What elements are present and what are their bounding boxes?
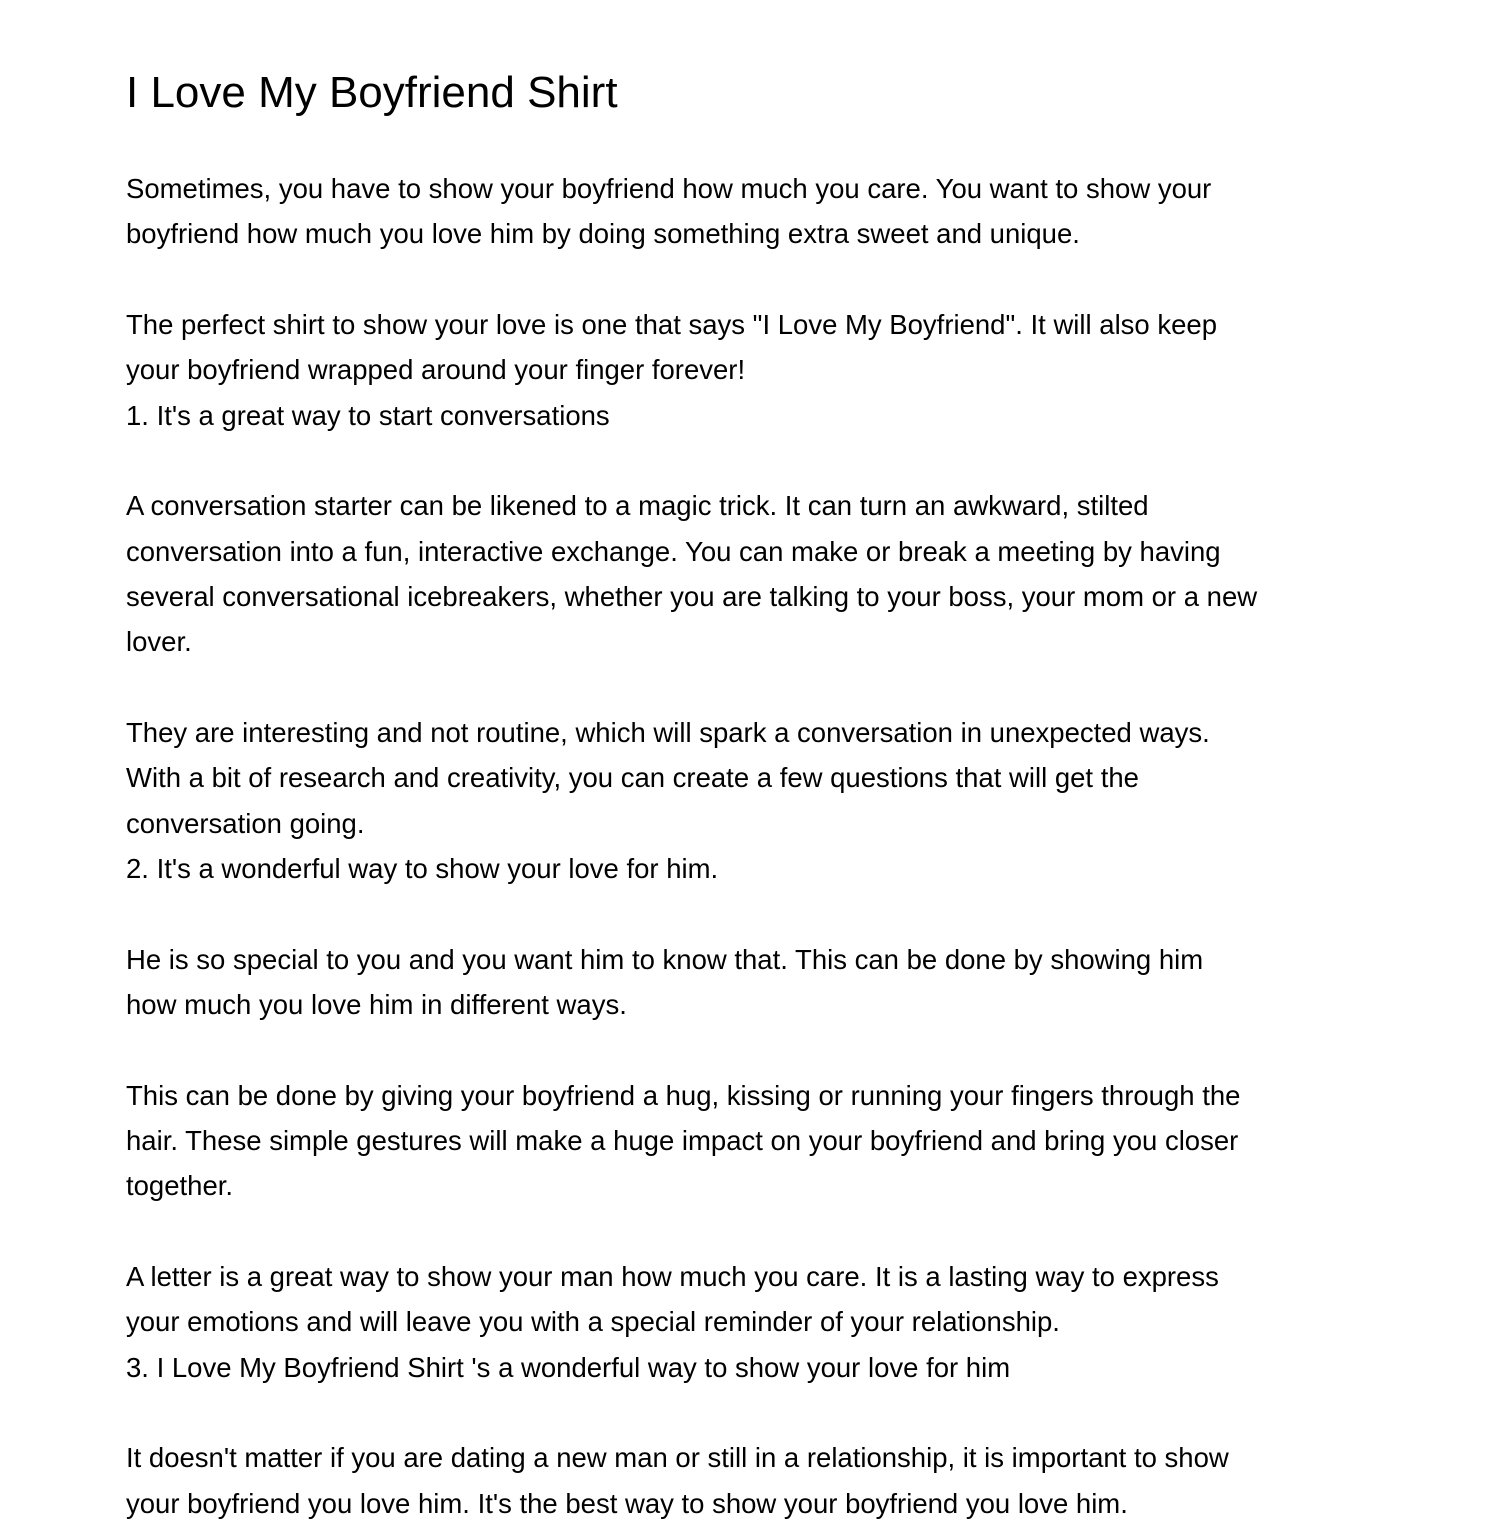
text-line: It doesn't matter if you are dating a new man or still in a relationship, it is important to show (126, 1442, 1229, 1474)
text-line: A letter is a great way to show your man how much you care. It is a lasting way to express (126, 1260, 1219, 1292)
blank-line (126, 1390, 1257, 1435)
text-line: They are interesting and not routine, which will spark a conversation in unexpected ways. (126, 716, 1210, 748)
text-line: conversation going. (126, 807, 365, 839)
blank-line (126, 891, 1257, 936)
text-line: 2. It's a wonderful way to show your love for him. (126, 852, 719, 884)
text-line: together. (126, 1170, 234, 1202)
blank-line (126, 1027, 1257, 1072)
document-body (126, 166, 1257, 1526)
text-line: several conversational icebreakers, whether you are talking to your boss, your mom or a new (126, 580, 1258, 612)
text-line: Sometimes, you have to show your boyfriend how much you care. You want to show your (126, 173, 1212, 204)
blank-line (126, 1209, 1257, 1254)
text-line: A conversation starter can be likened to a magic trick. It can turn an awkward, stilted (126, 490, 1149, 522)
text-line: conversation into a fun, interactive exchange. You can make or break a meeting by having (126, 535, 1221, 567)
text-line: boyfriend how much you love him by doing something extra sweet and unique. (126, 218, 1080, 250)
text-line: your emotions and will leave you with a special reminder of your relationship. (126, 1306, 1060, 1338)
text-line: hair. These simple gestures will make a huge impact on your boyfriend and bring you closer (126, 1124, 1239, 1156)
text-line: your boyfriend you love him. It's the best way to show your boyfriend you love him. (126, 1487, 1128, 1519)
blank-line (126, 257, 1257, 302)
text-line: 1. It's a great way to start conversations (126, 399, 610, 431)
blank-line (126, 665, 1257, 710)
text-line: lover. (126, 626, 192, 658)
blank-line (126, 438, 1257, 483)
text-line: 3. I Love My Boyfriend Shirt 's a wonderful way to show your love for him (126, 1351, 1011, 1383)
text-line: how much you love him in different ways. (126, 988, 627, 1020)
text-line: your boyfriend wrapped around your finger forever! (126, 354, 746, 386)
document-title: I Love My Boyfriend Shirt (126, 68, 618, 117)
text-line: With a bit of research and creativity, you can create a few questions that will get the (126, 762, 1139, 794)
text-line: This can be done by giving your boyfriend a hug, kissing or running your fingers through the (126, 1079, 1241, 1111)
text-line: He is so special to you and you want him to know that. This can be done by showing him (126, 943, 1204, 975)
text-line: The perfect shirt to show your love is one that says "I Love My Boyfriend". It will also keep (126, 308, 1217, 340)
